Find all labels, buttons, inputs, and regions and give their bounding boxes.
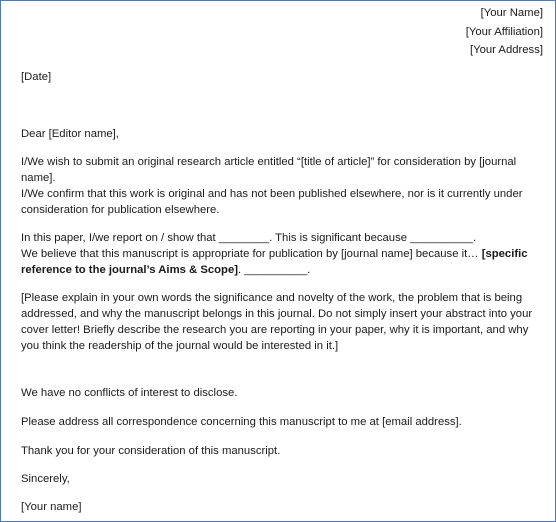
aims-scope-bold-end: reference to the journal’s Aims & Scope] <box>21 264 238 276</box>
instructions-line-2: addressed, and why the manuscript belongs in this journal. Do not simply insert your abstract into your <box>21 308 533 320</box>
significance-line-3 <box>21 262 541 278</box>
significance-line-2-text: We believe that this manuscript is appropriate for publication by [journal name] because it… <box>21 248 482 260</box>
intro-paragraph <box>21 154 541 218</box>
signature: [Your name] <box>21 501 82 513</box>
significance-line-1: In this paper, I/we report on / show that ________. This is significant because __________. <box>21 232 477 244</box>
instructions-paragraph <box>21 290 541 354</box>
conflicts-statement: We have no conflicts of interest to disclose. <box>21 387 238 399</box>
thanks-statement: Thank you for your consideration of this manuscript. <box>21 445 281 457</box>
intro-line-4: consideration for publication elsewhere. <box>21 204 220 216</box>
instructions-line-4: you think the readership of the journal would be interested in it.] <box>21 340 339 352</box>
intro-line-2: name]. <box>21 172 56 184</box>
sender-block <box>466 4 543 60</box>
closing: Sincerely, <box>21 473 70 485</box>
date-line: [Date] <box>21 71 52 83</box>
significance-line-2 <box>21 246 541 262</box>
aims-scope-bold-start: [specific <box>481 248 528 260</box>
intro-line-3: I/We confirm that this work is original and has not been published elsewhere, nor is it currently under <box>21 188 523 200</box>
instructions-line-3: cover letter! Briefly describe the research you are reporting in your paper, why it is important, and why <box>21 324 529 336</box>
correspondence-statement: Please address all correspondence concerning this manuscript to me at [email address]. <box>21 416 462 428</box>
sender-affiliation: [Your Affiliation] <box>465 25 543 38</box>
significance-line-3-text: . __________. <box>238 264 311 276</box>
significance-paragraph <box>21 230 541 278</box>
instructions-line-1: [Please explain in your own words the significance and novelty of the work, the problem that is being <box>21 292 523 304</box>
sender-address: [Your Address] <box>469 44 543 56</box>
salutation: Dear [Editor name], <box>21 128 119 140</box>
sender-name: [Your Name] <box>480 7 543 19</box>
intro-line-1: I/We wish to submit an original research article entitled “[title of article]” for consideration by [journal <box>21 156 517 168</box>
